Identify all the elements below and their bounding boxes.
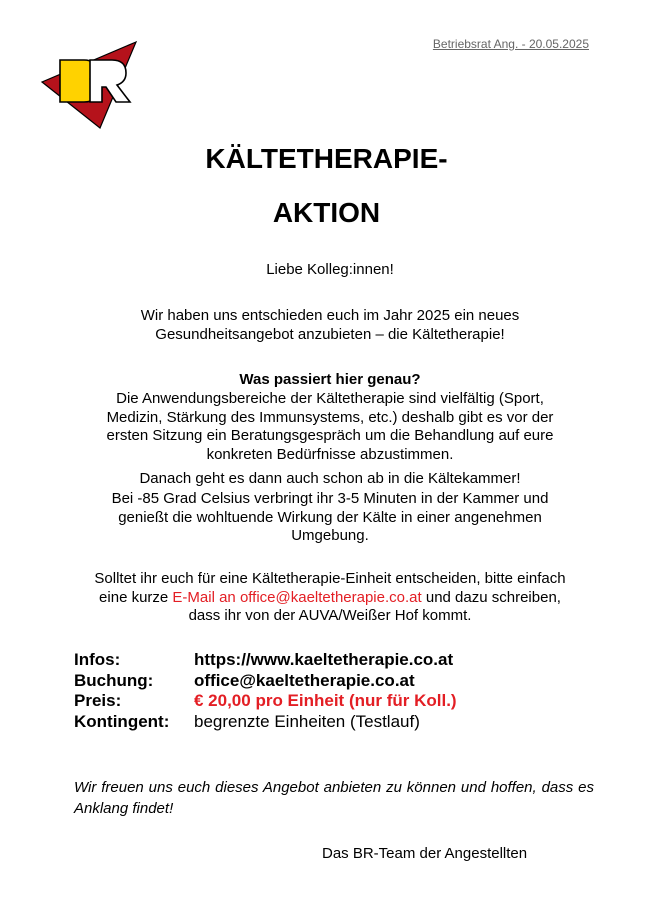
info-label: Infos: [74, 650, 121, 669]
booking-paragraph [70, 570, 590, 626]
booking-line: dass ihr von der AUVA/Weißer Hof kommt. [188, 607, 472, 624]
quota-value: begrenzte Einheiten (Testlauf) [194, 711, 420, 731]
description-line: Medizin, Stärkung des Immunsystems, etc.) deshalb gibt es vor der [106, 408, 554, 426]
temperature-line: genießt die wohltuende Wirkung der Kälte in einer angenehmen [118, 508, 542, 526]
temperature-line: Umgebung. [291, 527, 369, 544]
info-row-buchung [74, 671, 457, 692]
description-line: ersten Sitzung ein Beratungsgespräch um die Behandlung auf eure [106, 427, 554, 444]
temperature-paragraph [70, 490, 590, 546]
intro-line: Gesundheitsangebot anzubieten – die Kältetherapie! [155, 325, 505, 343]
booking-line: Solltet ihr euch für eine Kältetherapie-Einheit entscheiden, bitte einfach [94, 570, 566, 587]
booking-text: eine kurze [99, 588, 173, 606]
signature: Das BR-Team der Angestellten [322, 845, 528, 862]
temperature-line: Bei -85 Grad Celsius verbringt ihr 3-5 Minuten in der Kammer und [111, 490, 549, 507]
info-table [74, 650, 457, 732]
info-row-infos [74, 650, 457, 671]
closing-paragraph: Wir freuen uns euch dieses Angebot anbieten zu können und hoffen, dass es Anklang findet! [74, 779, 594, 817]
br-logo [40, 40, 140, 130]
info-label: Preis: [74, 691, 122, 710]
info-label: Buchung: [74, 670, 154, 690]
description-paragraph [70, 390, 590, 464]
price-value: € 20,00 pro Einheit (nur für Koll.) [194, 691, 457, 710]
email-link[interactable]: E-Mail an office@kaeltetherapie.co.at [172, 588, 422, 606]
info-row-preis [74, 691, 457, 712]
page-title-line-2: AKTION [272, 197, 381, 228]
website-link[interactable]: https://www.kaeltetherapie.co.at [194, 650, 454, 669]
document-reference: Betriebsrat Ang. - 20.05.2025 [432, 37, 589, 51]
info-label: Kontingent: [74, 711, 170, 731]
booking-email-link[interactable]: office@kaeltetherapie.co.at [194, 670, 415, 690]
intro-paragraph [70, 307, 590, 344]
section-heading: Was passiert hier genau? [239, 371, 421, 388]
description-line: Die Anwendungsbereiche der Kältetherapie sind vielfältig (Sport, [116, 390, 544, 407]
booking-line [70, 589, 590, 608]
then-paragraph: Danach geht es dann auch schon ab in die Kältekammer! [139, 470, 521, 487]
page-title-line-1: KÄLTETHERAPIE- [205, 143, 448, 174]
greeting: Liebe Kolleg:innen! [266, 261, 394, 278]
booking-text: und dazu schreiben, [421, 588, 561, 606]
info-row-kontingent [74, 712, 457, 733]
intro-line: Wir haben uns entschieden euch im Jahr 2025 ein neues [140, 307, 520, 324]
description-line: konkreten Bedürfnisse abzustimmen. [206, 445, 454, 463]
